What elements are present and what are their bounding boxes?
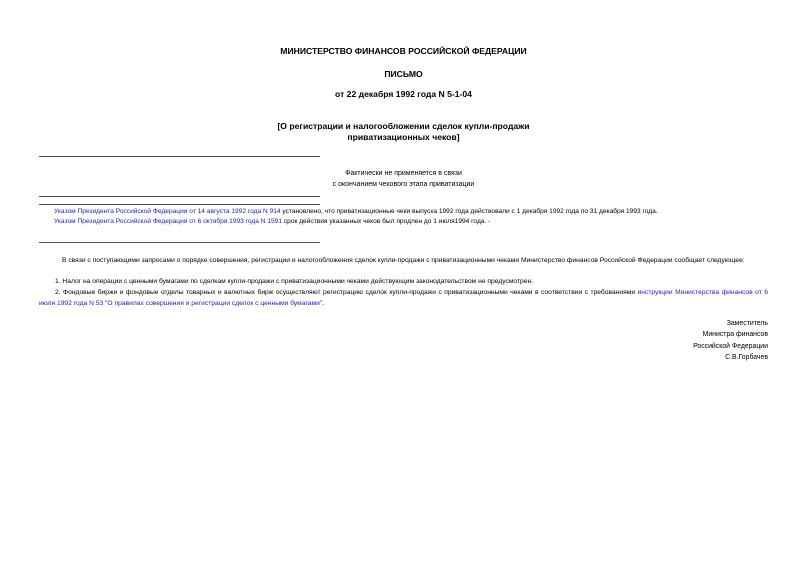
document-title: [0, 121, 807, 143]
commentary-item-2: [54, 216, 490, 227]
document-title-line2: приватизационных чеков]: [347, 132, 460, 142]
instruction-53-link[interactable]: инструкции Министерства финансов от 6 июля 1992 года N 53 "О правилах совершения и регистрации сделок с ценными бумагами": [39, 289, 768, 307]
signature-line1: Заместитель: [726, 320, 768, 327]
document-title-line1: [О регистрации и налогообложении сделок купли-продажи: [277, 121, 530, 131]
body-point-2-text: 2. Фондовые биржи и фондовые отделы товарных и валютных бирж осуществляют регистрацию сделок купли-продажи с приватизационными чеками в соответствии с требованиями: [55, 289, 638, 296]
document-date-number: от 22 декабря 1992 года N 5-1-04: [335, 89, 472, 99]
signature-block: [693, 318, 768, 363]
body-point-1: 1. Налог на операции с ценными бумагами по сделкам купли-продажи с приватизационными чеками действующим законодательством не предусмотрен.: [55, 278, 534, 285]
document-type: ПИСЬМО: [384, 69, 423, 79]
divider-rule: [39, 156, 320, 157]
commentary-item-2-text: срок действия указанных чеков был продлен до 1 июля1994 года. -: [282, 218, 491, 225]
signature-line3: Российской Федерации: [693, 342, 768, 350]
commentary-item-1-text: установлено, что приватизационные чеки выпуска 1992 года действовали с 1 декабря 1992 года по 31 декабря 1993 года.: [280, 208, 658, 215]
signatory-name: С.В.Горбачев: [725, 353, 768, 361]
decree-1591-link[interactable]: Указом Президента Российской Федерации от 6 октября 1993 года N 1591: [54, 218, 283, 225]
body-point-2-end: .: [322, 299, 325, 307]
divider-rule: [39, 242, 320, 243]
divider-rule: [39, 204, 320, 205]
status-note-line1: Фактически не применяется в связи: [345, 170, 462, 177]
body-intro-paragraph: В связи с поступающими запросами о порядке совершения, регистрации и налогообложения сделок купли-продажи с приватизационными чеками Министерство финансов Российской Федерации сообщает следующее:: [62, 257, 745, 264]
body-point-2: [39, 288, 768, 309]
status-note-line2: с окончанием чекового этапа приватизации: [332, 181, 475, 188]
decree-914-link[interactable]: Указом Президента Российской Федерации от 14 августа 1992 года N 914: [54, 208, 281, 215]
ministry-title: МИНИСТЕРСТВО ФИНАНСОВ РОССИЙСКОЙ ФЕДЕРАЦИИ: [280, 46, 527, 56]
divider-rule: [39, 196, 320, 197]
signature-line2: Министра финансов: [702, 331, 768, 339]
